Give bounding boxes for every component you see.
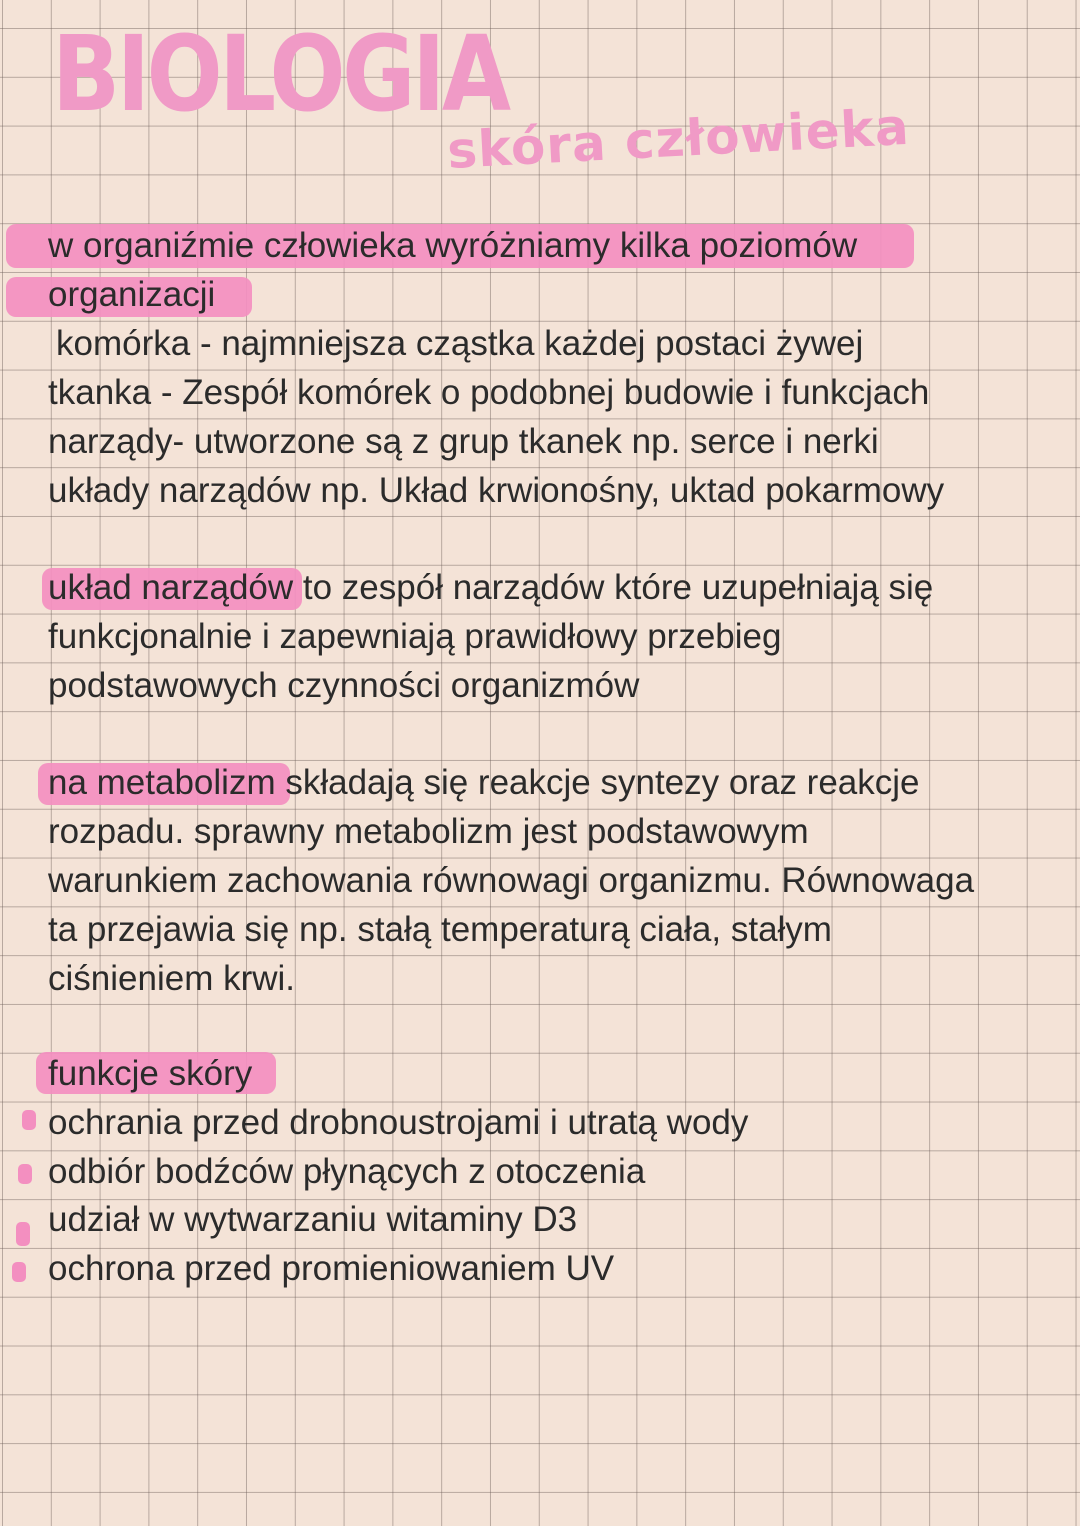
metabolism-term: na metabolizm bbox=[48, 763, 276, 802]
level-desc-organs: - utworzone są z grup tkanek np. serce i nerki bbox=[172, 422, 879, 461]
metabolism-line1 bbox=[48, 759, 920, 808]
level-item-cell bbox=[56, 320, 863, 369]
skin-bullet-4: ochrona przed promieniowaniem UV bbox=[48, 1249, 615, 1288]
page-title: BIOLOGIA bbox=[52, 13, 508, 135]
system-line1-rest: to zespół narządów które uzupełniają się bbox=[293, 568, 934, 607]
level-item-systems bbox=[48, 467, 944, 516]
level-desc-tissue: - Zespół komórek o podobnej budowie i funkcjach bbox=[151, 373, 930, 412]
skin-bullet-3: udział w wytwarzaniu witaminy D3 bbox=[48, 1200, 578, 1239]
intro-line1: w organiźmie człowieka wyróżniamy kilka poziomów bbox=[48, 226, 858, 265]
bullet-marker-1 bbox=[22, 1110, 36, 1130]
metabolism-line5: ciśnieniem krwi. bbox=[48, 959, 295, 998]
level-term-organs: narządy bbox=[48, 422, 173, 461]
system-line2: funkcjonalnie i zapewniają prawidłowy przebieg bbox=[48, 617, 782, 656]
intro-line2: organizacji bbox=[48, 275, 216, 314]
level-desc-systems: np. Układ krwionośny, uktad pokarmowy bbox=[310, 471, 945, 510]
system-term: układ narządów bbox=[48, 568, 294, 607]
metabolism-line1-rest: składają się reakcje syntezy oraz reakcje bbox=[275, 763, 920, 802]
level-term-systems: układy narządów bbox=[48, 471, 311, 510]
level-term-cell: komórka bbox=[56, 324, 191, 363]
level-item-tissue bbox=[48, 369, 929, 418]
skin-bullet-1: ochrania przed drobnoustrojami i utratą wody bbox=[48, 1103, 749, 1142]
page-subtitle: skóra człowieka bbox=[445, 97, 911, 180]
metabolism-line4: ta przejawia się np. stałą temperaturą ciała, stałym bbox=[48, 910, 832, 949]
level-item-organs bbox=[48, 418, 879, 467]
metabolism-line2: rozpadu. sprawny metabolizm jest podstawowym bbox=[48, 812, 809, 851]
skin-bullet-2: odbiór bodźców płynących z otoczenia bbox=[48, 1152, 646, 1191]
bullet-marker-2 bbox=[18, 1164, 32, 1184]
bullet-marker-4 bbox=[12, 1262, 26, 1282]
level-term-tissue: tkanka bbox=[48, 373, 152, 412]
metabolism-line3: warunkiem zachowania równowagi organizmu. Równowaga bbox=[48, 861, 975, 900]
level-desc-cell: - najmniejsza cząstka każdej postaci żywej bbox=[190, 324, 864, 363]
bullet-marker-3 bbox=[16, 1222, 30, 1246]
system-line1 bbox=[48, 564, 933, 613]
system-line3: podstawowych czynności organizmów bbox=[48, 666, 640, 705]
skin-heading: funkcje skóry bbox=[48, 1054, 253, 1093]
